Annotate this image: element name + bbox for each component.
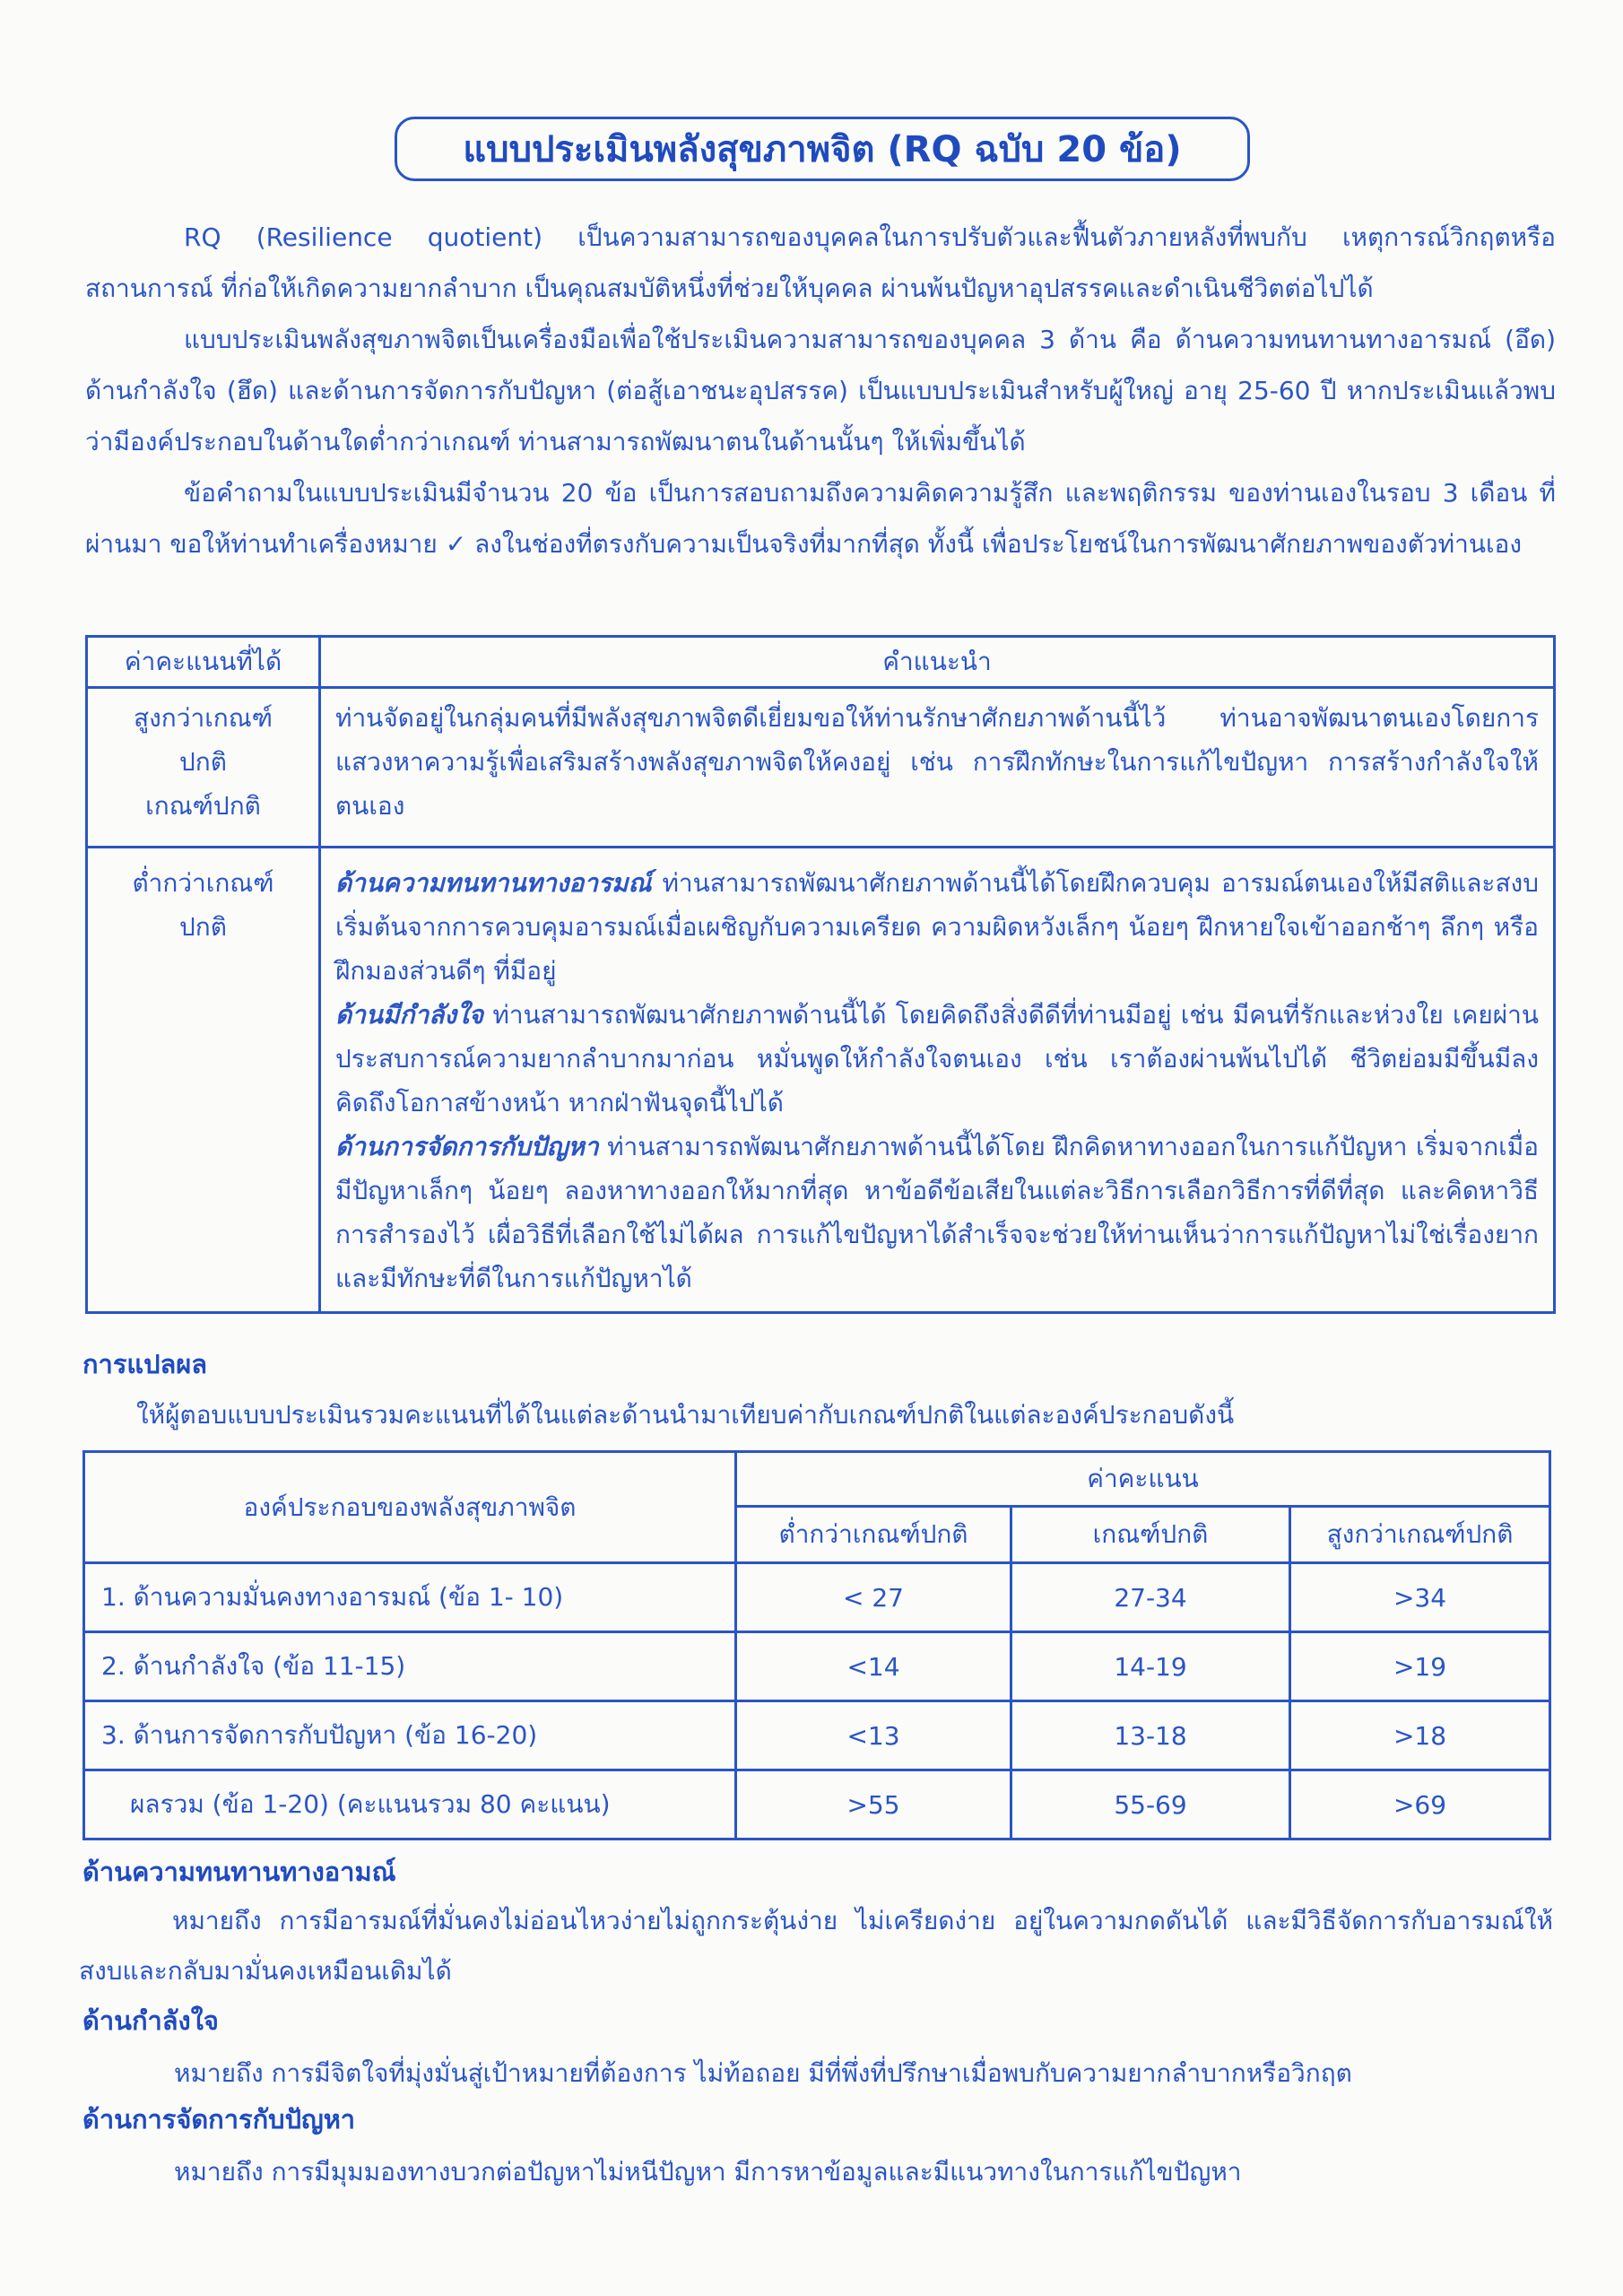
- definition-text: หมายถึง การมีมุมมองทางบวกต่อปัญหาไม่หนีปัญหา มีการหาข้อมูลและมีแนวทางในการแก้ไขปัญหา: [174, 2157, 1242, 2187]
- component-label: 1. ด้านความมั่นคงทางอารมณ์ (ข้อ 1- 10): [84, 1563, 736, 1632]
- advice-item-label: ด้านมีกำลังใจ: [335, 1000, 484, 1030]
- score-table: [82, 1450, 1551, 1840]
- definition-text: หมายถึง การมีอารมณ์ที่มั่นคงไม่อ่อนไหวง่ายไม่ถูกกระตุ้นง่าย ไม่เครียดง่าย อยู่ในความกดดันได้ และมีวิธีจัดการกับอารมณ์ให้สงบและกลับมามั่นคงเหมือนเดิมได้: [79, 1906, 1553, 1986]
- normal-value: 55-69: [1011, 1770, 1290, 1839]
- score-cell: สูงกว่าเกณฑ์ ปกติ เกณฑ์ปกติ: [87, 688, 320, 848]
- table-row: [87, 848, 1555, 1313]
- score-cell: ต่ำกว่าเกณฑ์ ปกติ: [87, 848, 320, 1313]
- advice-item-label: ด้านความทนทานทางอารมณ์: [335, 868, 652, 898]
- high-value: >19: [1290, 1632, 1550, 1701]
- header-normal: เกณฑ์ปกติ: [1011, 1507, 1290, 1563]
- definition-heading: ด้านความทนทานทางอามณ์: [82, 1857, 396, 1887]
- table-row: [84, 1563, 1550, 1632]
- intro-paragraph: ข้อคำถามในแบบประเมินมีจำนวน 20 ข้อ เป็นการสอบถามถึงความคิดความรู้สึก และพฤติกรรม ของท่านเองในรอบ 3 เดือน ที่ผ่านมา ขอให้ท่านทำเครื่องหมาย ✓ ลงในช่องที่ตรงกับความเป็นจริงที่มากที่สุด ทั้งนี้ เพื่อประโยชน์ในการพัฒนาศักยภาพของตัวท่านเอง: [85, 478, 1556, 559]
- interpret-heading: การแปลผล: [82, 1349, 208, 1379]
- low-value: <14: [736, 1632, 1011, 1701]
- advice-table: [85, 635, 1556, 1314]
- definition-heading: ด้านการจัดการกับปัญหา: [82, 2104, 356, 2135]
- advice-cell: ท่านจัดอยู่ในกลุ่มคนที่มีพลังสุขภาพจิตดีเยี่ยมขอให้ท่านรักษาศักยภาพด้านนี้ไว้ ท่านอาจพัฒนาตนเองโดยการแสวงหาความรู้เพื่อเสริมสร้างพลังสุขภาพจิตให้คงอยู่ เช่น การฝึกทักษะในการแก้ไขปัญหา การสร้างกำลังใจให้ตนเอง: [320, 688, 1555, 848]
- header-low: ต่ำกว่าเกณฑ์ปกติ: [736, 1507, 1011, 1563]
- component-label: 3. ด้านการจัดการกับปัญหา (ข้อ 16-20): [84, 1701, 736, 1770]
- table-row: [84, 1632, 1550, 1701]
- normal-value: 13-18: [1011, 1701, 1290, 1770]
- high-value: >18: [1290, 1701, 1550, 1770]
- table-row: [87, 688, 1555, 848]
- header-score: ค่าคะแนนที่ได้: [87, 637, 320, 688]
- component-label: 2. ด้านกำลังใจ (ข้อ 11-15): [84, 1632, 736, 1701]
- header-advice: คำแนะนำ: [320, 637, 1555, 688]
- normal-value: 14-19: [1011, 1632, 1290, 1701]
- definition-heading: ด้านกำลังใจ: [82, 2005, 219, 2036]
- component-label: ผลรวม (ข้อ 1-20) (คะแนนรวม 80 คะแนน): [84, 1770, 736, 1839]
- table-row: [84, 1770, 1550, 1839]
- intro-paragraph: แบบประเมินพลังสุขภาพจิตเป็นเครื่องมือเพื่อใช้ประเมินความสามารถของบุคคล 3 ด้าน คือ ด้านความทนทานทางอารมณ์ (อึด) ด้านกำลังใจ (ฮึด) และด้านการจัดการกับปัญหา (ต่อสู้เอาชนะอุปสรรค) เป็นแบบประเมินสำหรับผู้ใหญ่ อายุ 25-60 ปี หากประเมินแล้วพบว่ามีองค์ประกอบในด้านใดต่ำกว่าเกณฑ์ ท่านสามารถพัฒนาตนในด้านนั้นๆ ให้เพิ่มขึ้นได้: [85, 325, 1556, 457]
- low-value: < 27: [736, 1563, 1011, 1632]
- normal-value: 27-34: [1011, 1563, 1290, 1632]
- intro-section: [85, 212, 1556, 570]
- low-value: >55: [736, 1770, 1011, 1839]
- advice-cell: ด้านความทนทานทางอารมณ์ ท่านสามารถพัฒนาศักยภาพด้านนี้ได้โดยฝึกควบคุม อารมณ์ตนเองให้มีสติและสงบ เริ่มต้นจากการควบคุมอารมณ์เมื่อเผชิญกับความเครียด ความผิดหวังเล็กๆ น้อยๆ ฝึกหายใจเข้าออกช้าๆ ลึกๆ หรือฝึกมองส่วนดีๆ ที่มีอยู่ ด้านมีกำลังใจ ท่านสามารถพัฒนาศักยภาพด้านนี้ได้ โดยคิดถึงสิ่งดีดีที่ท่านมีอยู่ เช่น มีคนที่รักและห่วงใย เคยผ่านประสบการณ์ความยากลำบากมาก่อน หมั่นพูดให้กำลังใจตนเอง เช่น เราต้องผ่านพ้นไปได้ ชีวิตย่อมมีขึ้นมีลง คิดถึงโอกาสข้างหน้า หากฝ่าฟันจุดนี้ไปได้ ด้านการจัดการกับปัญหา ท่านสามารถพัฒนาศักยภาพด้านนี้ได้โดย ฝึกคิดหาทางออกในการแก้ปัญหา เริ่มจากเมื่อมีปัญหาเล็กๆ น้อยๆ ลองหาทางออกให้มากที่สุด หาข้อดีข้อเสียในแต่ละวิธีการเลือกวิธีการที่ดีที่สุด และคิดหาวิธีการสำรองไว้ เผื่อวิธีที่เลือกใช้ไม่ได้ผล การแก้ไขปัญหาได้สำเร็จจะช่วยให้ท่านเห็นว่าการแก้ปัญหาไม่ใช่เรื่องยาก และมีทักษะที่ดีในการแก้ปัญหาได้: [320, 848, 1555, 1313]
- advice-table-header: [87, 637, 1555, 688]
- header-high: สูงกว่าเกณฑ์ปกติ: [1290, 1507, 1550, 1563]
- definitions-section: [79, 1851, 1553, 2197]
- definition-text: หมายถึง การมีจิตใจที่มุ่งมั่นสู่เป้าหมายที่ต้องการ ไม่ท้อถอย มีที่พึ่งที่ปรึกษาเมื่อพบกับความยากลำบากหรือวิกฤต: [174, 2058, 1352, 2088]
- page-title: แบบประเมินพลังสุขภาพจิต (RQ ฉบับ 20 ข้อ): [395, 117, 1250, 181]
- high-value: >69: [1290, 1770, 1550, 1839]
- intro-paragraph: RQ (Resilience quotient) เป็นความสามารถของบุคคลในการปรับตัวและฟื้นตัวภายหลังที่พบกับ เหตุการณ์วิกฤตหรือสถานการณ์ ที่ก่อให้เกิดความยากลำบาก เป็นคุณสมบัติหนึ่งที่ช่วยให้บุคคล ผ่านพ้นปัญหาอุปสรรคและดำเนินชีวิตต่อไปได้: [85, 222, 1556, 303]
- header-score: ค่าคะแนน: [736, 1452, 1550, 1507]
- interpret-text: ให้ผู้ตอบแบบประเมินรวมคะแนนที่ได้ในแต่ละด้านนำมาเทียบค่ากับเกณฑ์ปกติในแต่ละองค์ประกอบดังนี้: [136, 1400, 1235, 1430]
- high-value: >34: [1290, 1563, 1550, 1632]
- table-row: [84, 1701, 1550, 1770]
- low-value: <13: [736, 1701, 1011, 1770]
- header-component: องค์ประกอบของพลังสุขภาพจิต: [84, 1452, 736, 1563]
- advice-item-label: ด้านการจัดการกับปัญหา: [335, 1132, 599, 1161]
